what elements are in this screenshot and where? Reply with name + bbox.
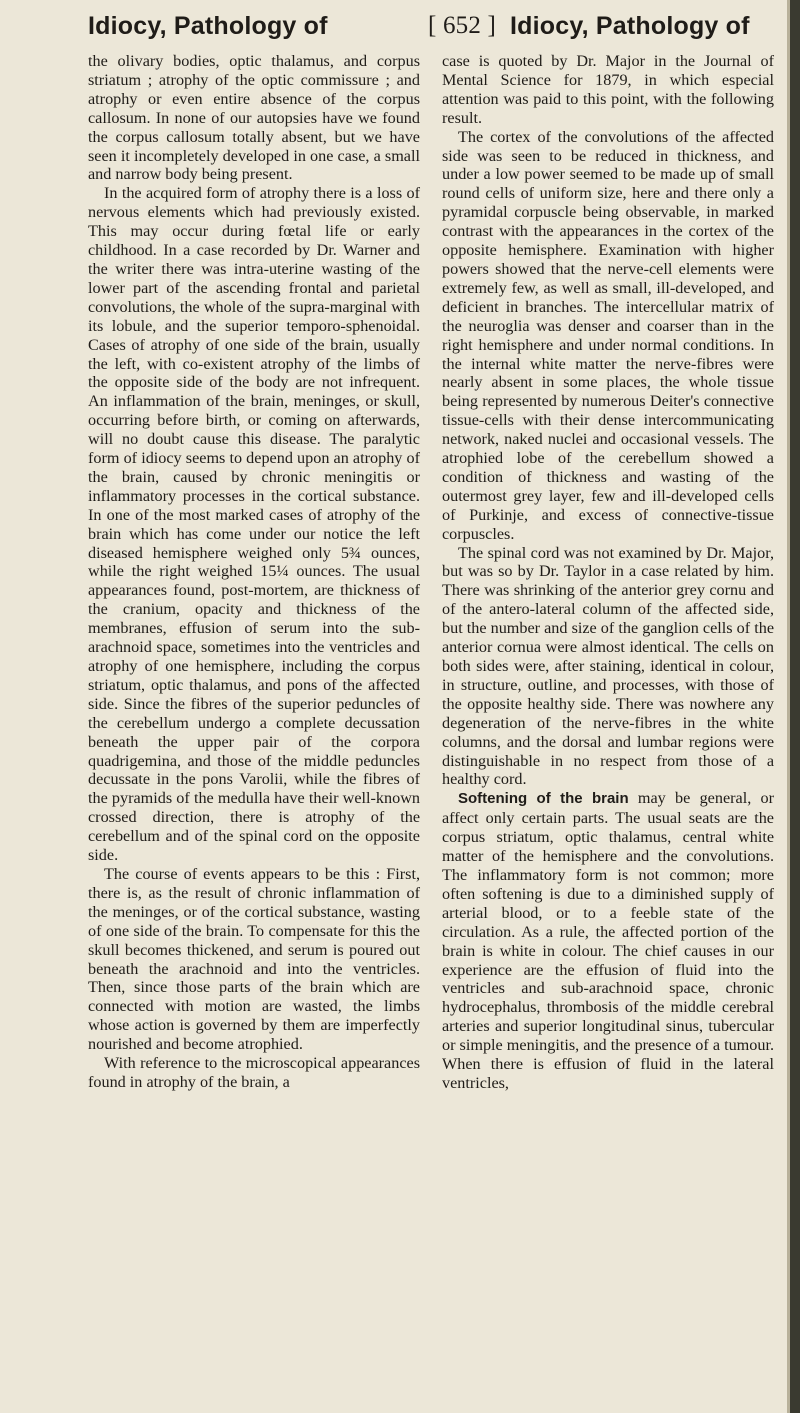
- header-left-title: Idiocy, Pathology of: [88, 12, 328, 40]
- paragraph-text: may be general, or affect only certain parts. The usual seats are the corpus striatum, optic thalamus, central white matter of the hemisphere and the convolutions. The inflammatory form is not common; more often softening is due to a diminished supply of arterial blood, or to a feeble state of the circulation. As a rule, the affected portion of the brain is white in colour. The chief causes in our experience are the effusion of fluid into the ventricles and sub-arachnoid space, chronic hydrocephalus, thrombosis of the middle cerebral arteries and superior longitudinal sinus, tubercular or simple meningitis, and the presence of a tumour. When there is effusion of fluid in the lateral ventricles,: [442, 789, 774, 1092]
- paragraph: the olivary bodies, optic thalamus, and corpus striatum ; atrophy of the optic commissure ; and atrophy or even entire absence of the corpus callosum. In none of our autopsies have we found the corpus callosum totally absent, but we have seen it incompletely developed in one case, a small and narrow body being present.: [88, 52, 420, 184]
- paragraph: With reference to the microscopical appearances found in atrophy of the brain, a: [88, 1054, 420, 1091]
- paragraph: The course of events appears to be this : First, there is, as the result of chronic inflammation of the meninges, or of the cortical substance, wasting of one side of the brain. To compensate for this the skull becomes thickened, and serum is poured out beneath the arachnoid and into the ventricles. Then, since those parts of the brain which are connected with motion are wasted, the limbs whose action is governed by them are imperfectly nourished and become atrophied.: [88, 864, 420, 1054]
- left-text-column: [88, 52, 420, 1092]
- paragraph: The cortex of the convolutions of the affected side was seen to be reduced in thickness, and under a low power seemed to be made up of small round cells of uniform size, here and there only a pyramidal corpuscle being observable, in marked contrast with the appearances in the cortex of the opposite hemisphere. Examination with higher powers showed that the nerve-cell elements were extremely few, as well as small, ill-developed, and deficient in branches. The intercellular matrix of the neuroglia was denser and coarser than in the right hemisphere and under normal conditions. In the internal white matter the nerve-fibres were nearly absent in some places, the whole tissue being represented by numerous Deiter's connective tissue-cells with their dense intercommunicating network, naked nuclei and occasional vessels. The atrophied lobe of the cerebellum showed a condition of thickness and wasting of the outermost grey layer, few and ill-developed cells of Purkinje, and excess of connective-tissue corpuscles.: [442, 127, 774, 543]
- running-header: [88, 8, 760, 56]
- header-right-title: Idiocy, Pathology of: [510, 12, 750, 40]
- paragraph: In the acquired form of atrophy there is a loss of nervous elements which had previously existed. This may occur during fœtal life or early childhood. In a case recorded by Dr. Warner and the writer there was intra-uterine wasting of the lower part of the ascending frontal and parietal convolutions, the whole of the supra-marginal with its lobule, and the superior temporo-sphenoidal. Cases of atrophy of one side of the brain, usually the left, with co-existent atrophy of the limbs of the opposite side of the body are not infrequent. An inflammation of the brain, meninges, or skull, occurring before birth, or coming on afterwards, will no doubt cause this disease. The paralytic form of idiocy seems to depend upon an atrophy of the brain, caused by chronic meningitis or inflammatory processes in the cortical substance. In one of the most marked cases of atrophy of the brain which has come under our notice the left diseased hemisphere weighed only 5¾ ounces, while the right weighed 15¼ ounces. The usual appearances found, post-mortem, are thickness of the cranium, opacity and thickness of the membranes, effusion of serum into the sub-arachnoid space, sometimes into the ventricles and atrophy of one hemisphere, including the corpus striatum, optic thalamus, and pons of the affected side. Since the fibres of the superior peduncles of the cerebellum undergo a complete decussation beneath the upper pair of the corpora quadrigemina, and those of the middle peduncles decussate in the pons Varolii, while the fibres of the pyramids of the medulla have their well-known crossed direction, there is atrophy of the cerebellum and of the spinal cord on the opposite side.: [88, 184, 420, 865]
- page-edge: [790, 0, 800, 1413]
- paragraph: The spinal cord was not examined by Dr. Major, but was so by Dr. Taylor in a case related by him. There was shrinking of the anterior grey cornu and of the antero-lateral column of the affected side, but the number and size of the ganglion cells of the anterior cornua were almost identical. The cells on both sides were, after staining, identical in colour, in structure, outline, and processes, with those of the opposite healthy side. There was nowhere any degeneration of the nerve-fibres in the white columns, and the dorsal and lumbar regions were distinguishable in no respect from those of a healthy cord.: [442, 543, 774, 789]
- paragraph-softening: [442, 789, 774, 1093]
- page-number: [ 652 ]: [428, 12, 497, 39]
- right-text-column: [442, 52, 774, 1093]
- section-heading: Softening of the brain: [458, 790, 629, 808]
- paragraph: case is quoted by Dr. Major in the Journal of Mental Science for 1879, in which especial attention was paid to this point, with the following result.: [442, 52, 774, 127]
